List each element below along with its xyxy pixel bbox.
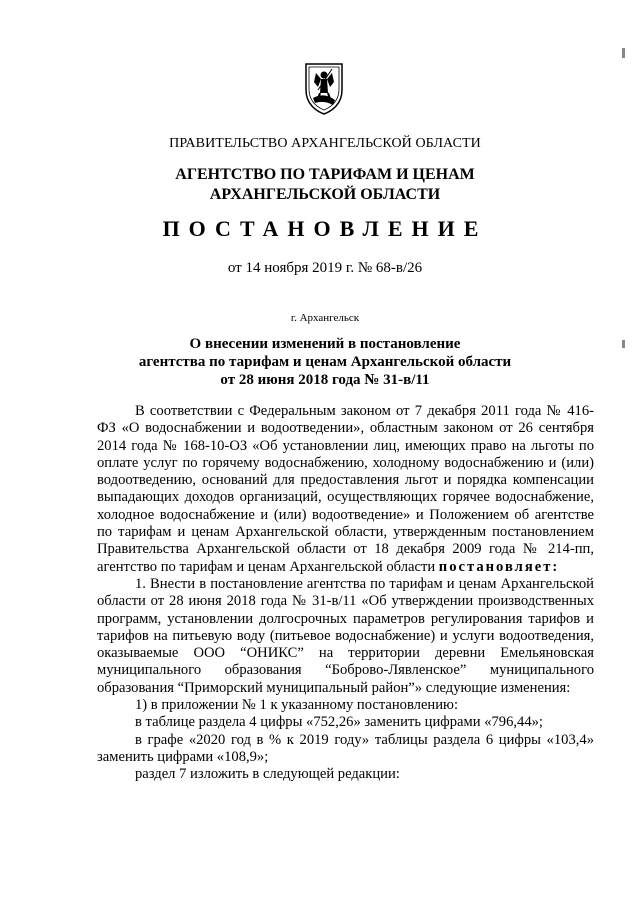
subject-line3: от 28 июня 2018 года № 31-в/11 — [220, 372, 430, 388]
resolve-word: постановляет: — [438, 558, 560, 575]
sub-item-2: в таблице раздела 4 цифры «752,26» заменить цифрами «796,44»; — [135, 714, 543, 731]
subject-line1: О внесении изменений в постановление — [189, 336, 461, 352]
intro-text: В соответствии с Федеральным законом от 7 декабря 2011 года № 416-ФЗ «О водоснабжении и водоотведении», областным законом от 26 сентября 2014 года № 168-10-ОЗ «Об установлении лиц, имеющих право на льготы по оплате услуг по горячему водоснабжению, холодному водоснабжению и (или) водоотведению, оснований для предоставления льгот и порядка компенсации выпадающих доходов организаций, осуществляющих горячее водоснабжение, холодное водоснабжение и (или) водоотведение» и Положением об агентстве по тарифам и ценам Архангельской области, утвержденным постановлением Правительства Архангельской области от 18 декабря 2009 года № 214-пп, агентство по тарифам и ценам Архангельской области — [97, 403, 594, 575]
sub-item-4: раздел 7 изложить в следующей редакции: — [135, 766, 400, 783]
city: г. Архангельск — [290, 312, 360, 324]
document-date-number: от 14 ноября 2019 г. № 68-в/26 — [227, 260, 423, 276]
item-1-paragraph: 1. Внести в постановление агентства по тарифам и ценам Архангельской области от 28 июня 2018 года № 31-в/11 «Об утверждении производственных программ, установлении долгосрочных параметров регулирования тарифов и тарифов на питьевую воду (питьевое водоснабжение) и услуги водоотведения, оказываемые ООО “ОНИКС” на территории деревни Емельяновская муниципального образования “Боброво-Лявленское” муниципального образования “Приморский муниципальный район”» следующие изменения: — [97, 575, 594, 696]
sub-item-1: 1) в приложении № 1 к указанному постановлению: — [135, 697, 459, 714]
subject-line2: агентства по тарифам и ценам Архангельской области — [138, 354, 512, 370]
document-subject — [60, 335, 590, 389]
agency-name-line1: АГЕНТСТВО ПО ТАРИФАМ И ЦЕНАМ — [175, 166, 475, 183]
government-name: ПРАВИТЕЛЬСТВО АРХАНГЕЛЬСКОЙ ОБЛАСТИ — [169, 136, 481, 151]
sub-item-3: в графе «2020 год в % к 2019 году» таблицы раздела 6 цифры «103,4» заменить цифрами «108,9»; — [97, 731, 594, 765]
intro-paragraph — [97, 403, 594, 576]
scan-edge-mark-top — [622, 48, 625, 58]
document-type: ПОСТАНОВЛЕНИЕ — [162, 216, 488, 241]
coat-of-arms-icon — [302, 60, 346, 116]
agency-name-line2: АРХАНГЕЛЬСКОЙ ОБЛАСТИ — [209, 186, 441, 203]
scan-edge-mark-bottom — [622, 340, 625, 348]
document-body — [97, 403, 594, 784]
agency-name — [60, 165, 590, 205]
